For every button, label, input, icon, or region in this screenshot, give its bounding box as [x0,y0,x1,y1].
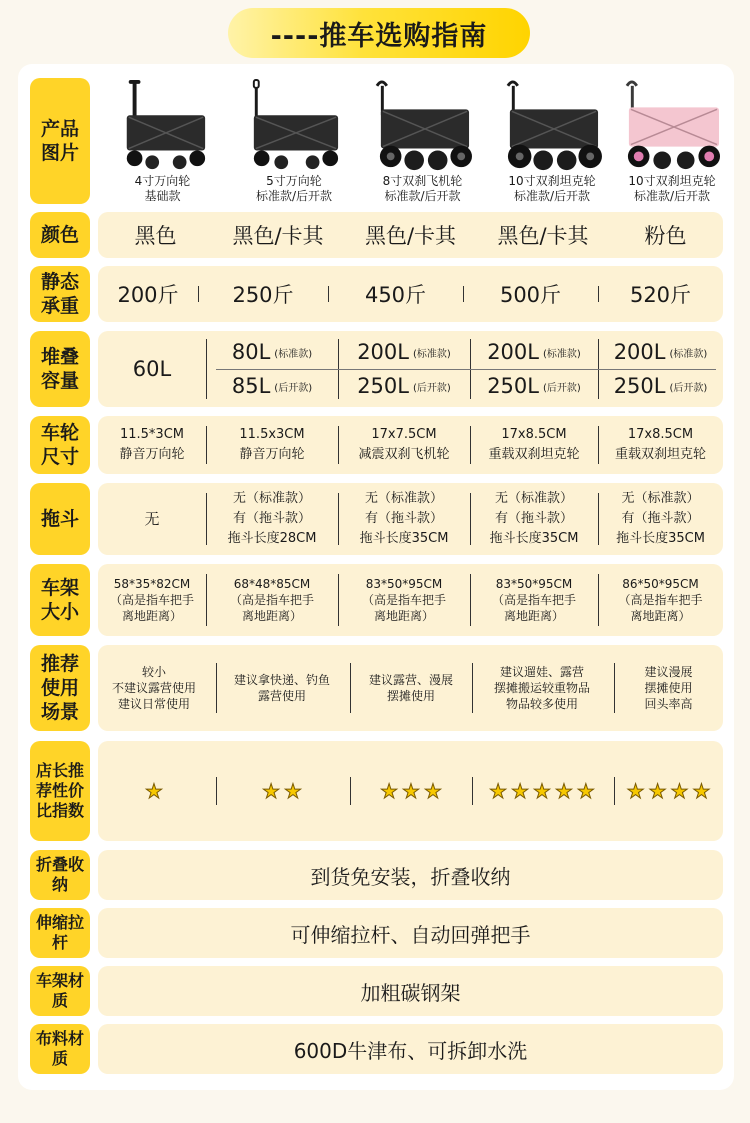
load-content [98,266,723,322]
star-icon: ★ [402,779,420,803]
fold-content [98,850,723,900]
row-load [30,266,723,322]
scene-3-line-2: 摆摊使用 [386,689,435,703]
frame-4 [470,564,598,636]
frame-1-dims: 58*35*82CM [113,577,191,591]
product-3-caption-2: 标准款/后开款 [384,189,461,203]
frame-3-dims: 83*50*95CM [365,577,443,591]
frame-5-note-2: 离地距离） [630,609,691,623]
rod-text: 可伸缩拉杆、自动回弹把手 [290,922,531,947]
star-icon: ★ [554,779,573,803]
fabric-text: 600D牛津布、可拆卸水洗 [293,1038,528,1063]
scene-3 [350,645,472,731]
label-fabric: 布料材质 [30,1024,90,1074]
scene-1-line-2: 不建议露营使用 [111,681,196,695]
label-scene: 推荐使用场景 [30,645,90,731]
star-icon: ★ [533,779,551,803]
capacity-5a-tag: (标准款) [669,348,708,360]
frame-4-note-2: 离地距离） [503,609,564,623]
color-1: 黑色 [134,224,177,248]
label-rod: 伸缩拉杆 [30,908,90,958]
trailer-3 [338,483,470,555]
row-recommend [30,741,723,841]
frame-2-dims: 68*48*85CM [233,577,311,591]
label-wheel: 车轮尺寸 [30,416,90,474]
frame-3 [338,564,470,636]
frame-1-note-2: 离地距离） [121,609,182,623]
product-2-caption-1: 5寸万向轮 [266,174,322,188]
label-frame-material: 车架材质 [30,966,90,1016]
row-fabric [30,1024,723,1074]
row-scene [30,645,723,731]
product-4 [488,78,616,204]
trailer-2 [206,483,338,555]
capacity-3a: 200L [357,340,409,364]
frame-material-content [98,966,723,1016]
wheel-1-type: 静音万向轮 [119,447,185,462]
frame-4-dims: 83*50*95CM [495,577,573,591]
frame-2 [206,564,338,636]
wheel-3-size: 17x7.5CM [371,427,437,442]
frame-2-note-2: 离地距离） [241,609,302,623]
star-icon: ★ [423,779,442,803]
trailer-2-line-2: 有（拖斗款） [232,511,311,526]
capacity-5a: 200L [613,340,666,364]
product-2 [230,78,358,204]
star-icon: ★ [489,779,508,803]
cart-image-2 [239,78,349,174]
capacity-3b-tag: (后开款) [412,382,451,394]
trailer-4-line-2: 有（拖斗款） [494,511,573,526]
label-frame-size: 车架大小 [30,564,90,636]
color-content [98,212,723,258]
recommend-content [98,741,723,841]
product-2-caption-2: 标准款/后开款 [255,189,333,203]
label-capacity: 堆叠容量 [30,331,90,407]
label-load: 静态承重 [30,266,90,322]
wheel-4-type: 重载双刹坦克轮 [488,447,580,462]
star-icon: ★ [692,779,711,803]
rating-stars-4 [489,779,595,803]
star-icon: ★ [284,779,302,803]
wheel-4-size: 17x8.5CM [501,427,567,442]
row-color [30,212,723,258]
trailer-3-line-3: 拖斗长度35CM [359,531,449,546]
color-3: 黑色/卡其 [364,224,457,248]
wheel-1-size: 11.5*3CM [119,427,184,442]
wheel-2-size: 11.5x3CM [239,427,305,442]
row-wheel [30,416,723,474]
trailer-5-line-2: 有（拖斗款） [621,511,700,526]
capacity-2a: 80L [231,340,271,364]
color-4: 黑色/卡其 [497,224,589,248]
rating-stars-5 [627,779,711,803]
frame-5-dims: 86*50*95CM [622,577,699,591]
trailer-5-line-1: 无（标准款） [621,491,700,506]
star-icon: ★ [576,779,595,803]
scene-3-line-1: 建议露营、漫展 [368,673,453,687]
capacity-divider [216,369,716,370]
capacity-4a: 200L [487,340,539,364]
wheel-content [98,416,723,474]
product-5-caption-1: 10寸双刹坦克轮 [628,174,716,188]
star-icon: ★ [670,779,689,803]
trailer-3-line-2: 有（拖斗款） [364,511,443,526]
wheel-5-size: 17x8.5CM [627,427,694,442]
trailer-2-line-1: 无（标准款） [232,491,311,506]
capacity-2b-tag: (后开款) [274,382,313,394]
frame-2-note-1: （高是指车把手 [229,593,314,607]
stars-1 [98,741,210,841]
capacity-4b-tag: (后开款) [542,382,581,394]
label-product: 产品图片 [30,78,90,204]
frame-5-note-1: （高是指车把手 [618,593,703,607]
scene-5-line-1: 建议漫展 [644,665,693,679]
star-icon: ★ [648,779,667,803]
cart-image-5 [618,78,726,174]
wheel-4 [470,416,598,474]
frame-material-text: 加粗碳钢架 [360,980,461,1005]
product-1-caption-2: 基础款 [144,189,181,203]
trailer-3-line-1: 无（标准款） [364,491,443,506]
load-4: 500斤 [499,283,562,307]
wheel-5-type: 重载双刹坦克轮 [614,447,706,462]
label-color: 颜色 [30,212,90,258]
product-1-caption-1: 4寸万向轮 [134,174,191,188]
wheel-3-type: 减震双刹飞机轮 [358,447,450,462]
scene-4-line-2: 摆摊搬运较重物品 [493,681,590,695]
row-trailer [30,483,723,555]
scene-2 [216,645,348,731]
product-1 [100,78,225,204]
capacity-content [98,331,723,407]
scene-4 [472,645,612,731]
rating-stars-1 [145,779,163,803]
capacity-4b: 250L [487,374,539,398]
cart-image-4 [497,78,607,174]
star-icon: ★ [145,779,163,803]
product-4-caption-2: 标准款/后开款 [513,189,591,203]
trailer-5 [598,483,723,555]
scene-content [98,645,723,731]
trailer-4-line-3: 拖斗长度35CM [489,531,579,546]
frame-4-note-1: （高是指车把手 [491,593,576,607]
frame-size-content [98,564,723,636]
scene-5 [614,645,723,731]
stars-4 [472,741,612,841]
label-recommend: 店长推荐性价比指数 [30,741,90,841]
row-capacity [30,331,723,407]
star-icon: ★ [626,779,645,803]
row-product-images [30,78,723,204]
frame-5 [598,564,723,636]
scene-2-line-2: 露营使用 [257,689,306,703]
frame-1-note-1: （高是指车把手 [109,593,194,607]
capacity-3a-tag: (标准款) [412,348,451,360]
rod-content [98,908,723,958]
star-icon: ★ [380,779,399,803]
star-icon: ★ [511,779,530,803]
rating-stars-3 [380,779,442,803]
wheel-5 [598,416,723,474]
label-trailer: 拖斗 [30,483,90,555]
frame-3-note-2: 离地距离） [373,609,434,623]
scene-5-line-3: 回头率高 [644,697,693,711]
frame-3-note-1: （高是指车把手 [361,593,446,607]
trailer-1: 无 [144,510,160,528]
scene-1-line-3: 建议日常使用 [117,697,190,711]
color-5: 粉色 [644,224,687,248]
scene-1 [98,645,210,731]
fabric-content [98,1024,723,1074]
star-icon: ★ [262,779,280,803]
capacity-5b-tag: (后开款) [669,382,708,394]
trailer-4 [470,483,598,555]
row-fold [30,850,723,900]
color-2: 黑色/卡其 [232,224,324,248]
trailer-4-line-1: 无（标准款） [494,491,573,506]
load-3: 450斤 [364,283,427,307]
rating-stars-2 [262,779,302,803]
trailer-content [98,483,723,555]
row-frame-size [30,564,723,636]
wheel-2 [206,416,338,474]
page-title: ----推车选购指南 [228,8,530,58]
product-4-caption-1: 10寸双刹坦克轮 [508,174,596,188]
cart-image-3 [368,78,478,174]
trailer-5-line-3: 拖斗长度35CM [616,531,705,546]
load-2: 250斤 [232,283,294,307]
frame-1 [98,564,206,636]
stars-3 [350,741,472,841]
product-3 [360,78,485,204]
row-rod [30,908,723,958]
product-5 [618,78,726,204]
capacity-5b: 250L [613,374,666,398]
capacity-2b: 85L [231,374,271,398]
load-1: 200斤 [117,283,179,307]
scene-4-line-3: 物品较多使用 [505,697,578,711]
product-3-caption-1: 8寸双刹飞机轮 [382,174,463,188]
wheel-2-type: 静音万向轮 [239,447,305,462]
stars-2 [216,741,348,841]
scene-4-line-1: 建议遛娃、露营 [499,665,584,679]
scene-2-line-1: 建议拿快递、钓鱼 [233,673,330,687]
capacity-2a-tag: (标准款) [274,348,313,360]
label-fold: 折叠收纳 [30,850,90,900]
scene-5-line-2: 摆摊使用 [644,681,693,695]
wheel-3 [338,416,470,474]
capacity-3b: 250L [357,374,409,398]
wheel-1 [98,416,206,474]
cart-image-1 [108,78,218,174]
capacity-1: 60L [132,357,172,381]
scene-1-line-1: 较小 [141,665,166,679]
stars-5 [614,741,723,841]
load-5: 520斤 [629,283,692,307]
row-frame-material [30,966,723,1016]
fold-text: 到货免安装，折叠收纳 [310,864,511,889]
capacity-4a-tag: (标准款) [542,348,581,360]
product-5-caption-2: 标准款/后开款 [633,189,711,203]
trailer-2-line-3: 拖斗长度28CM [227,531,317,546]
